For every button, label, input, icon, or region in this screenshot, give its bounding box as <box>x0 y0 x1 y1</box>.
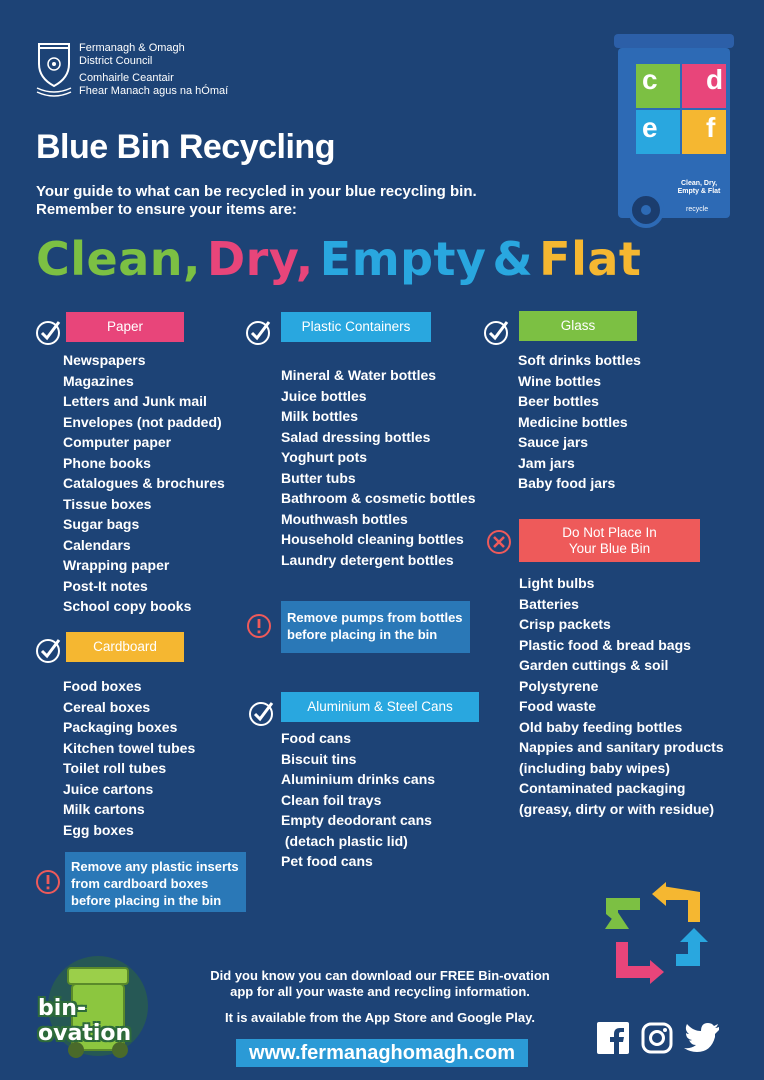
list-item: (greasy, dirty or with residue) <box>519 800 715 817</box>
list-item: Garden cuttings & soil <box>519 657 669 673</box>
footer-line2: app for all your waste and recycling information. <box>230 984 530 999</box>
list-item: Cereal boxes <box>63 698 151 715</box>
slogan-ampersand: & <box>492 232 534 286</box>
list-item: Juice cartons <box>63 780 154 797</box>
list-item: Empty deodorant cans <box>281 812 432 828</box>
list-item: Salad dressing bottles <box>281 428 431 445</box>
cross-icon <box>485 528 513 556</box>
slogan <box>36 232 647 286</box>
list-item: Newspapers <box>63 352 146 368</box>
wheelie-bin-icon <box>608 28 740 228</box>
footer-app-text <box>200 968 560 1000</box>
list-item: Biscuit tins <box>281 750 357 767</box>
intro-text <box>36 183 477 219</box>
council-name-line2: District Council <box>79 55 153 67</box>
blue-bin-graphic <box>608 28 740 228</box>
list-item: Sugar bags <box>63 516 140 532</box>
intro-line1: Your guide to what can be recycled in your blue recycling bin. <box>36 183 477 200</box>
bin-caption-line1: Clean, Dry, <box>680 180 718 187</box>
recycle-arrows-icon <box>600 880 720 992</box>
bin-letter-e: e <box>642 112 658 143</box>
website-link[interactable]: www.fermanaghomagh.com <box>236 1039 528 1067</box>
list-item: (including baby wipes) <box>519 759 670 776</box>
list-item: Jam jars <box>518 454 575 471</box>
warning-icon <box>245 612 273 640</box>
list-item: Egg boxes <box>63 821 134 838</box>
list-item: Wine bottles <box>518 372 602 389</box>
bin-caption <box>664 180 734 196</box>
paper-list <box>63 350 225 617</box>
list-item: Toilet roll tubes <box>63 760 167 776</box>
council-crest-icon <box>35 42 73 98</box>
list-item: Kitchen towel tubes <box>63 739 196 756</box>
do-not-list <box>519 573 724 819</box>
bin-letter-c: c <box>642 64 658 95</box>
slogan-dry: Dry, <box>207 232 314 286</box>
list-item: Letters and Junk mail <box>63 393 207 409</box>
list-item: Beer bottles <box>518 393 599 409</box>
council-irish-name <box>79 72 228 98</box>
slogan-empty: Empty <box>319 232 487 286</box>
council-name <box>79 42 185 68</box>
list-item: Milk bottles <box>281 408 359 424</box>
list-item: School copy books <box>63 598 192 614</box>
plastic-note-line2: before placing in the bin <box>287 627 438 642</box>
list-item: Post-It notes <box>63 577 148 594</box>
list-item: Tissue boxes <box>63 495 152 512</box>
cardboard-note-line2: from cardboard boxes <box>71 876 209 891</box>
cardboard-note-line3: before placing in the bin <box>71 893 222 908</box>
twitter-icon[interactable] <box>684 1022 720 1054</box>
plastic-note <box>281 601 470 653</box>
list-item: Juice bottles <box>281 387 367 404</box>
list-item: Sauce jars <box>518 434 589 450</box>
council-name-line1: Fermanagh & Omagh <box>79 42 185 54</box>
glass-header: Glass <box>519 311 637 341</box>
binovation-text: bin-ovation <box>38 996 132 1046</box>
bin-letter-f: f <box>706 112 716 143</box>
bin-letter-d: d <box>706 64 724 95</box>
list-item: Computer paper <box>63 434 172 450</box>
slogan-flat: Flat <box>539 232 642 286</box>
plastic-header: Plastic Containers <box>281 312 431 342</box>
list-item: Food waste <box>519 698 597 714</box>
slogan-clean: Clean, <box>36 232 201 286</box>
list-item: Butter tubs <box>281 469 356 486</box>
cardboard-note <box>65 852 246 912</box>
list-item: Clean foil trays <box>281 791 382 808</box>
list-item: Catalogues & brochures <box>63 475 225 491</box>
check-icon <box>248 699 276 727</box>
instagram-icon[interactable] <box>641 1022 673 1054</box>
recycle-brand: recycle <box>686 206 709 213</box>
glass-list <box>518 350 641 494</box>
list-item: Household cleaning bottles <box>281 531 464 547</box>
list-item: Food cans <box>281 730 352 746</box>
footer-line1: Did you know you can download our FREE Bin-ovation <box>210 968 550 983</box>
paper-header: Paper <box>66 312 184 342</box>
list-item: Phone books <box>63 454 151 471</box>
do-not-title-line2: Your Blue Bin <box>568 540 651 556</box>
list-item: Packaging boxes <box>63 719 178 735</box>
list-item: Contaminated packaging <box>519 780 686 796</box>
list-item: Crisp packets <box>519 616 611 632</box>
check-icon <box>35 318 63 346</box>
cardboard-header: Cardboard <box>66 632 184 662</box>
list-item: Bathroom & cosmetic bottles <box>281 490 476 506</box>
list-item: Food boxes <box>63 678 142 694</box>
list-item: Batteries <box>519 595 579 612</box>
list-item: Plastic food & bread bags <box>519 636 691 653</box>
council-irish-line1: Comhairle Ceantair <box>79 72 174 84</box>
cardboard-note-line1: Remove any plastic inserts <box>71 859 239 874</box>
plastic-list <box>281 365 475 570</box>
list-item: Light bulbs <box>519 575 595 591</box>
council-irish-line2: Fhear Manach agus na hÓmaí <box>79 85 229 97</box>
cans-header: Aluminium & Steel Cans <box>281 692 479 722</box>
cans-list <box>281 728 435 872</box>
warning-icon <box>34 868 62 896</box>
do-not-header <box>519 519 700 562</box>
list-item: Nappies and sanitary products <box>519 739 724 755</box>
list-item: Envelopes (not padded) <box>63 413 222 430</box>
list-item: Mineral & Water bottles <box>281 367 437 383</box>
plastic-note-line1: Remove pumps from bottles <box>287 610 463 625</box>
cardboard-list <box>63 676 195 840</box>
list-item: Mouthwash bottles <box>281 510 408 527</box>
bin-caption-line2: Empty & Flat <box>677 188 721 195</box>
footer-line3: It is available from the App Store and Google Play. <box>225 1010 535 1025</box>
list-item: Baby food jars <box>518 475 616 491</box>
list-item: Magazines <box>63 372 134 389</box>
list-item: Polystyrene <box>519 677 599 694</box>
list-item: Aluminium drinks cans <box>281 771 436 787</box>
list-item: Calendars <box>63 536 131 553</box>
check-icon <box>483 318 511 346</box>
list-item: (detach plastic lid) <box>281 832 408 849</box>
facebook-icon[interactable] <box>597 1022 629 1054</box>
do-not-title-line1: Do Not Place In <box>562 524 657 540</box>
list-item: Milk cartons <box>63 801 145 817</box>
check-icon <box>35 636 63 664</box>
list-item: Soft drinks bottles <box>518 352 641 368</box>
list-item: Yoghurt pots <box>281 449 368 465</box>
page-title: Blue Bin Recycling <box>36 128 335 166</box>
binovation-logo <box>36 948 164 1060</box>
check-icon <box>245 318 273 346</box>
intro-line2: Remember to ensure your items are: <box>36 201 297 218</box>
list-item: Medicine bottles <box>518 413 628 430</box>
list-item: Laundry detergent bottles <box>281 551 454 568</box>
list-item: Wrapping paper <box>63 557 170 573</box>
list-item: Pet food cans <box>281 853 373 869</box>
list-item: Old baby feeding bottles <box>519 718 683 735</box>
